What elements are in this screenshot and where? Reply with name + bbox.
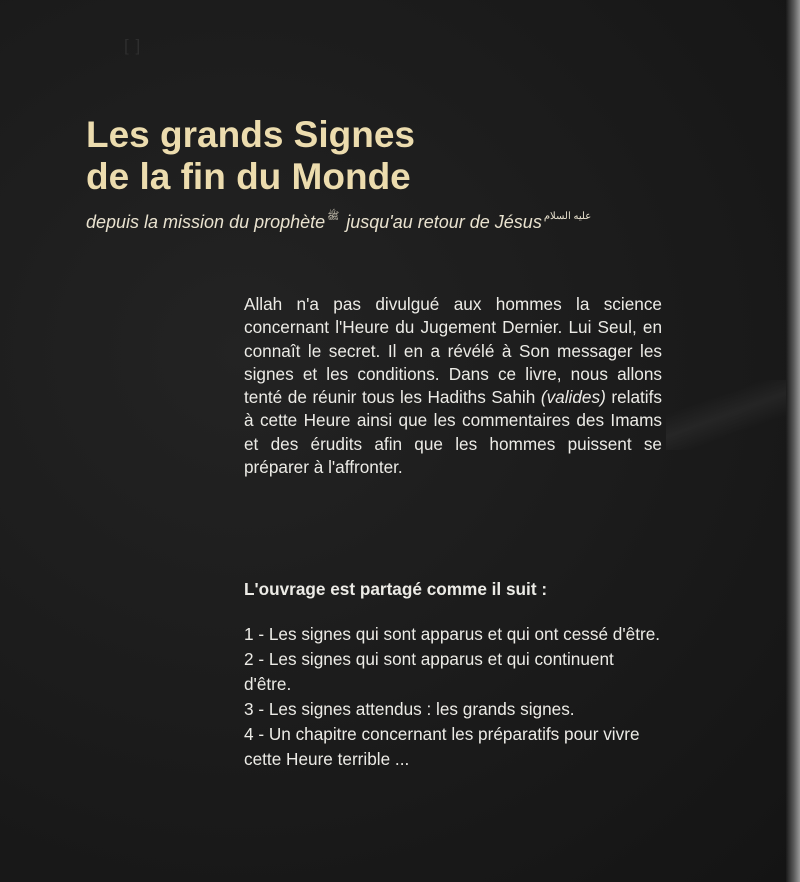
prophet-honorific-icon: ﷺ [327,211,340,222]
description-paragraph [244,293,662,479]
title-line-2: de la fin du Monde [86,156,411,197]
book-title [86,114,686,198]
list-item: 4 - Un chapitre concernant les préparatifs pour vivre cette Heure terrible ... [244,724,640,769]
description-text-1: Allah n'a pas divulgué aux hommes la science concernant l'Heure du Jugement Dernier. Lui Seul, en connaît le secret. Il en a révélé à Son messager les signes et les conditions. Dans ce livre, nous allons tenté de réunir tous les Hadiths Sahih [244,294,662,408]
subtitle-part-2: jusqu'au retour de Jésus [346,212,542,232]
description-italic: (valides) [540,387,606,408]
page-edge [786,0,800,882]
contents-list [244,622,664,772]
faded-stamp: [ ] [124,36,142,55]
title-line-1: Les grands Signes [86,114,415,155]
list-item: 1 - Les signes qui sont apparus et qui ont cessé d'être. [244,624,661,644]
list-item: 2 - Les signes qui sont apparus et qui continuent d'être. [244,649,614,694]
paper-crease [666,380,786,450]
contents-heading: L'ouvrage est partagé comme il suit : [244,579,548,599]
jesus-honorific-icon: عليه السلام [543,211,592,222]
description-text-2: relatifs à cette Heure ainsi que les commentaires des Imams et des érudits afin que les hommes puissent se préparer à l'affronter. [244,387,662,478]
subtitle-part-1: depuis la mission du prophète [86,212,326,232]
book-subtitle [86,212,776,233]
list-item: 3 - Les signes attendus : les grands signes. [244,699,575,719]
